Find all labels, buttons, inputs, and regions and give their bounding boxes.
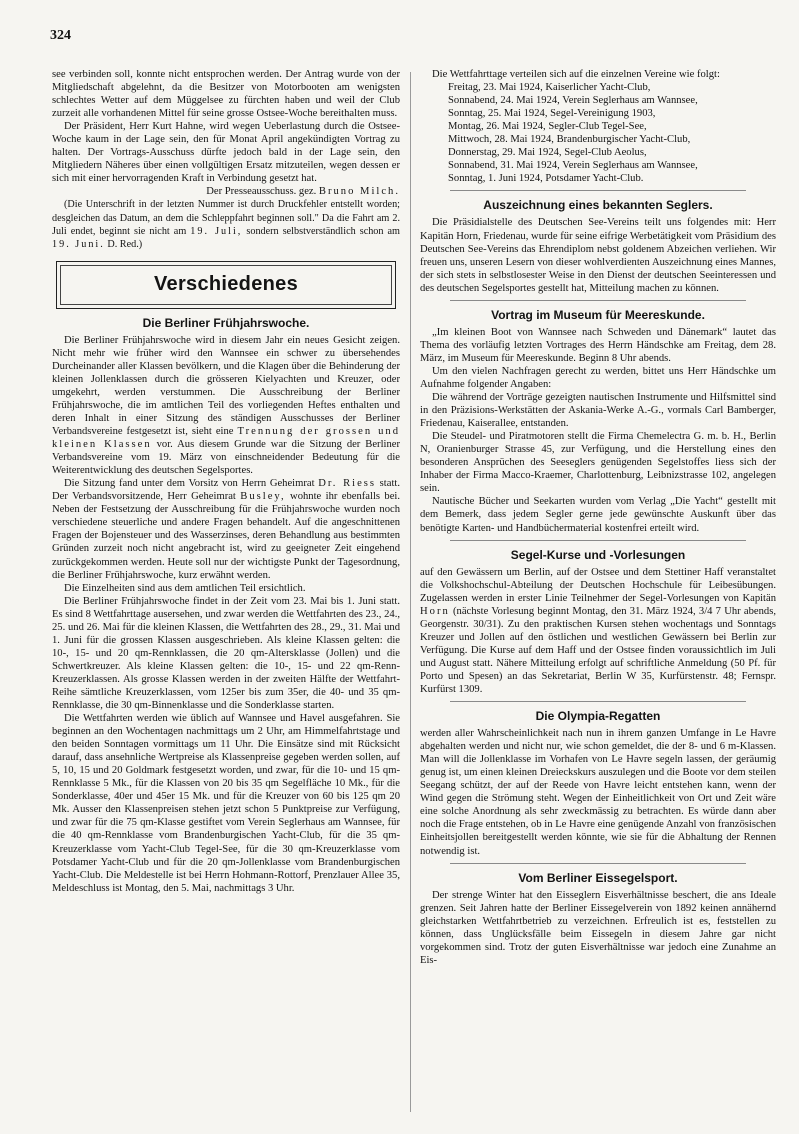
lecture-paragraph-5: Nautische Bücher und Seekarten wurden vom Verlag „Die Yacht“ gestellt mit dem Bemerk, dass jedem Segler gerne jede gewünschte Auskunft über das benötigte Karten- und Handbüchermaterial kostenfrei erteilt wird.: [420, 496, 776, 534]
article-paragraph-3: Die Einzelheiten sind aus dem amtlichen Teil ersichtlich.: [64, 582, 306, 594]
editor-note-text-2: sondern selbstverständlich schon am: [246, 225, 400, 237]
courses-paragraph: [420, 566, 776, 696]
signature-name: Bruno Milch.: [318, 186, 400, 198]
section-heading-box: [56, 261, 396, 309]
person-name-horn: Horn: [420, 605, 450, 617]
editor-note-signoff: D. Red.): [107, 238, 143, 250]
article-paragraph-1-text-b: vor. Aus diesem Grunde war die Sitzung der Berliner Verbandsvereine vom 19. März von einschneidender Bedeutung für die Weiterentwicklung des deutschen Segelsportes.: [52, 439, 400, 477]
signature-prefix: Der Presseausschuss. gez.: [206, 186, 317, 198]
lecture-paragraph-2: Um den vielen Nachfragen gerecht zu werden, bittet uns Herr Händschke um Aufnahme folgender Angaben:: [420, 365, 776, 390]
olympia-paragraph: werden aller Wahrscheinlichkeit nach nun in ihrem ganzen Umfange in Le Havre abgehalten werden und nicht nur, wie schon gemeldet, die der 8- und 6 m-Klassen. Man will die Jollenklasse im Vorhafen von Le Havre segeln lassen, der geräumig genug ist, um einen kleinen Dreieckskurs auszulegen und die Boote vor dem steilen Seegang schützt, der auf der Reede von Havre leicht entstehen kann, wenn der Wind gegen die Strömung steht. Wegen der Einheitlichkeit von Ort und Zeit wäre eine solche Anordnung als sehr zweckmässig zu betrachten. Es würde dann aber noch die Frage entstehen, ob in Le Havre eine genügende Anzahl von französischen Einheitsjollen bereitgestellt werden könnte, wie sie für die Abhaltung der Rennen notwendig ist.: [420, 728, 776, 857]
lecture-paragraph-4: Die Steudel- und Piratmotoren stellt die Firma Chemelectra G. m. b. H., Berlin N, Oranienburger Strasse 45, zur Verfügung, und die Herstellung eines den besonderen Ansprüchen des Seeseglers genügenden Segelstoffes liess sich der Inhaber der Firma Macco-Kraemer, Charlottenburg, Leibnizstrasse 102, angelegen sein.: [420, 431, 776, 495]
left-column: [52, 68, 400, 895]
section-rule: [450, 540, 746, 541]
race-schedule-item: Freitag, 23. Mai 1924, Kaiserlicher Yacht-Club,: [448, 82, 651, 94]
editor-note-date-1: 19. Juli,: [190, 225, 243, 237]
race-schedule-item: Montag, 26. Mai 1924, Segler-Club Tegel-See,: [448, 121, 647, 133]
article-title-award: Auszeichnung eines bekannten Seglers.: [483, 198, 713, 213]
section-rule: [450, 300, 746, 301]
race-schedule-item: Donnerstag, 29. Mai 1924, Segel-Club Aeolus,: [448, 147, 647, 159]
person-name-riess: Dr. Riess: [318, 478, 377, 490]
article-title-olympia: Die Olympia-Regatten: [535, 709, 661, 724]
courses-text-b: (nächste Vorlesung beginnt Montag, den 31. März 1924, 3/4 7 Uhr abends, Georgenstr. 30/31). Zu den praktischen Kursen stehen wochentags und Sonntags Kreuzer und Jollen auf den östlichen und westlichen Gewässern bei Berlin zur Verfügung. Die Kurse auf dem Haff und der Ostsee finden voraussichtlich im Juli und August statt. Nähere Mitteilung erfolgt auf schriftliche Anmeldung (50 Pf. für Porto und Spesen) an das Sekretariat, Berlin W 35, Kurfürstenstr. 48; Fernspr. Kurfürst 1309.: [420, 605, 777, 696]
article-paragraph-1-emphasis: Trennung der grossen und kleinen Klassen: [52, 426, 400, 451]
intro-paragraph-2: Der Präsident, Herr Kurt Hahne, wird wegen Ueberlastung durch die Ostsee-Woche kaum in der Lage sein, den für Monat April angekündigten Vortrag zu halten. Der Vortrags-Ausschuss dürfte jedoch bald in der Lage sein, den Mitgliedern Näheres über einen vollgültigen Ersatz mitzuteilen, wegen dessen er sich mit einer hervorragenden Kraft in Verbindung gesetzt hat.: [52, 121, 400, 185]
section-rule: [450, 701, 746, 702]
article-paragraph-4: Die Berliner Frühjahrswoche findet in der Zeit vom 23. Mai bis 1. Juni statt. Es sind 8 Wettfahrttage ausersehen, und zwar werden die Wettfahrten des 23., 24., 25. und 26. Mai für die kleinen Klassen, die Wettfahrten des 28., 29., 31. Mai und 1. Juni für die grossen Klassen ausgeschrieben. Als kleine Klassen gelten: die 10-, 15- und 20 qm-Rennklassen, die 20 qm-Altersklasse (Jollen) und die Schwertkreuzer. Als kleine Klassen gelten: die 10-, 15- und 22 qm-Renn-Kreuzerklassen. Als grosse Klassen werden in der zweiten Hälfte der Wettfahrt-Reihe sämtliche Kreuzerklassen, vom 125er bis zum 35er, die 40- und 35 qm-Rennklasse, die 30 qm-Binnenklasse und die Sonderklasse starten.: [52, 595, 400, 712]
lecture-paragraph-1: „Im kleinen Boot von Wannsee nach Schweden und Dänemark“ lautet das Thema des vorläufig letzten Vortrages des Herrn Händschke am Freitag, dem 28. März, im Museum für Meereskunde. Beginn 8 Uhr abends.: [420, 326, 776, 364]
race-schedule-item: Mittwoch, 28. Mai 1924, Brandenburgischer Yacht-Club,: [448, 134, 691, 146]
article-paragraph-5: Die Wettfahrten werden wie üblich auf Wannsee und Havel ausgefahren. Sie beginnen an den Wochentagen nachmittags um 2 Uhr, am Himmelfahrtstage und den beiden Sonntagen vormittags um 11 Uhr. Die Einsätze sind mit Rücksicht darauf, dass ansehnliche Wertpreise als Klassenpreise gegeben werden sollen, auf 5, 10, 15 und 20 Goldmark festgesetzt worden, und zwar, für die 10- und 15 qm-Rennklasse 5 Mk., für die Klassen von 20 bis 35 qm Segelfläche 10 Mk., für die Sonderklasse, 40er und 45er 15 Mk. und für die Kreuzer von 60 bis 125 qm 20 Mk. Ausser den Klassenpreisen stehen jetzt schon 5 Punktpreise zur Verfügung, und zwar für die 75 qm-Klasse gestiftet vom Verein Seglerhaus am Wannsee, für die 40 qm-Rennklasse vom Brandenburgischen Yacht-Club, für die 35 qm-Kreuzerklasse vom Yacht-Club Tegel-See, für die 30 qm-Kreuzerklasse vom Potsdamer Yacht-Club und für die 20 qm-Jollenklasse vom Brandenburgischen Yacht-Club. Die Meldestelle ist bei Herrn Hohmann-Rottorf, Prenzlauer Allee 35, Meldeschluss ist Montag, den 5. Mai, nachmittags 3 Uhr.: [52, 713, 400, 894]
editor-note-date-2: 19. Juni.: [52, 238, 105, 250]
race-schedule-item: Sonnabend, 31. Mai 1924, Verein Seglerhaus am Wannsee,: [448, 160, 698, 172]
section-rule: [450, 863, 746, 864]
award-paragraph: Die Präsidialstelle des Deutschen See-Vereins teilt uns folgendes mit: Herr Kapitän Horn, Friedenau, wurde für seine eifrige Werbetätigkeit vom Präsidium des Deutschen See-Vereins das Ehrendiplom nebst goldenem Abzeichen verliehen. Wir freuen uns, unseren Lesern von dieser wohlverdienten Auszeichnung eines Mannes, der sich stets in selbstlosester Weise in den Dienst der deutschen Seeinteressen und des deutschen Segelsportes gestellt hat, Mitteilung machen zu können.: [420, 217, 776, 294]
article-title-ice-sailing: Vom Berliner Eissegelsport.: [518, 870, 678, 885]
lecture-paragraph-3: Die während der Vorträge gezeigten nautischen Instrumente und Hilfsmittel sind in den Präzisions-Werkstätten der Askania-Werke A.-G., vormals Carl Bamberger, Friedenau, Kaiserallee, entstanden.: [420, 392, 776, 430]
article-title-fruehjahrswoche: Die Berliner Frühjahrswoche.: [142, 315, 310, 330]
signature: [52, 185, 400, 198]
intro-paragraph-1: see verbinden soll, konnte nicht entsprochen werden. Der Antrag wurde von der Mitgliedschaft abgelehnt, da die Besitzer von Motorbooten am wenigsten schlechtes Wetter auf dem Müggelsee zu fürchten haben und weil der Club zurzeit alle vorhandenen Mittel für seine grosse Ostsee-Woche bereithalten muss.: [52, 69, 400, 120]
page-number: 324: [50, 28, 71, 43]
section-rule: [450, 190, 746, 191]
article-title-courses: Segel-Kurse und -Vorlesungen: [510, 547, 686, 562]
right-column: [420, 68, 776, 967]
article-paragraph-1: [52, 334, 400, 478]
article-paragraph-1-text-a: Die Berliner Frühjahrswoche wird in diesem Jahr ein neues Gesicht zeigen. Nicht mehr wie früher wird den Wannsee ein schwer zu übersehendes Durcheinander aller Klassen bevölkern, und die Klagen über die Behinderung der kleinen Jollenklassen durch die grösseren Kielyachten und Kreuzer, oder umgekehrt, werden verstummen. Die Ausschreibung der Berliner Frühjahrswoche, die im amtlichen Teil des vorliegenden Heftes enthalten und deren Inhalt in einer Sitzung des ständigen Ausschusses der Berliner Verbandsvereine festgesetzt ist, sieht eine: [52, 334, 400, 438]
races-intro: Die Wettfahrttage verteilen sich auf die einzelnen Vereine wie folgt:: [432, 69, 720, 80]
race-schedule-item: Sonntag, 25. Mai 1924, Segel-Vereinigung 1903,: [448, 108, 656, 120]
article-paragraph-2: [52, 477, 400, 581]
editor-note: [52, 198, 400, 250]
editor-note-text-1: (Die Unterschrift in der letzten Nummer ist durch Druckfehler entstellt worden; desgleichen das Datum, an dem die Schleppfahrt beginnen soll." Da die Fahrt am 2. Juli endet, beginnt sie nicht am: [52, 199, 400, 237]
article-title-lecture: Vortrag im Museum für Meereskunde.: [491, 307, 705, 322]
column-divider: [410, 72, 411, 1112]
article-paragraph-2-text-a: Die Sitzung fand unter dem Vorsitz von Herrn Geheimrat: [64, 478, 315, 490]
person-name-busley: Busley,: [240, 491, 286, 503]
courses-text-a: auf den Gewässern um Berlin, auf der Ostsee und dem Stettiner Haff veranstaltet die Volkshochschul-Abteilung der Deutschen Hochschule für Leibesübungen. Zugelassen werden in erster Linie Teilnehmer der Segel-Vorlesungen von Kapitän: [420, 566, 776, 604]
ice-sailing-paragraph: Der strenge Winter hat den Eisseglern Eisverhältnisse beschert, die ans Ideale grenzen. Seit Jahren hatte der Berliner Eissegelverein von 1892 keinen annähernd gleichstarken Wettfahrtbetrieb zu verzeichnen. Erfreulich ist es, feststellen zu können, dass Unglücksfälle beim Eissegeln in diesem Jahre gar nicht vorgekommen sind. Trotz der guten Eisverhältnisse war jedoch eine Zunahme an Eis-: [420, 889, 776, 966]
article-paragraph-2-text-c: wohnte ihr ebenfalls bei. Neben der Festsetzung der Ausschreibung für die Frühjahrswoche wurden noch verschiedene steuerliche und andere Fragen behandelt. Auf die angeschnittenen Fragen der Bojensteuer und des Wasserzinses, deren Behandlung aus bestimmten Gründen zurzeit noch nicht angebracht ist, wird zu geeigneter Zeit eingehend zurückgekommen werden. Heute soll nur der wichtigste Punkt der Tagesordnung, die Berliner Frühjahrswoche, kurz erwähnt werden.: [52, 491, 400, 581]
race-schedule-item: Sonnabend, 24. Mai 1924, Verein Seglerhaus am Wannsee,: [448, 95, 698, 107]
race-schedule-item: Sonntag, 1. Juni 1924, Potsdamer Yacht-Club.: [448, 173, 644, 185]
section-heading: Verschiedenes: [60, 265, 392, 305]
race-schedule-list: [448, 81, 776, 185]
article-paragraph-2-text-b: statt. Der Verbandsvorsitzende, Herr Geheimrat: [52, 478, 400, 503]
